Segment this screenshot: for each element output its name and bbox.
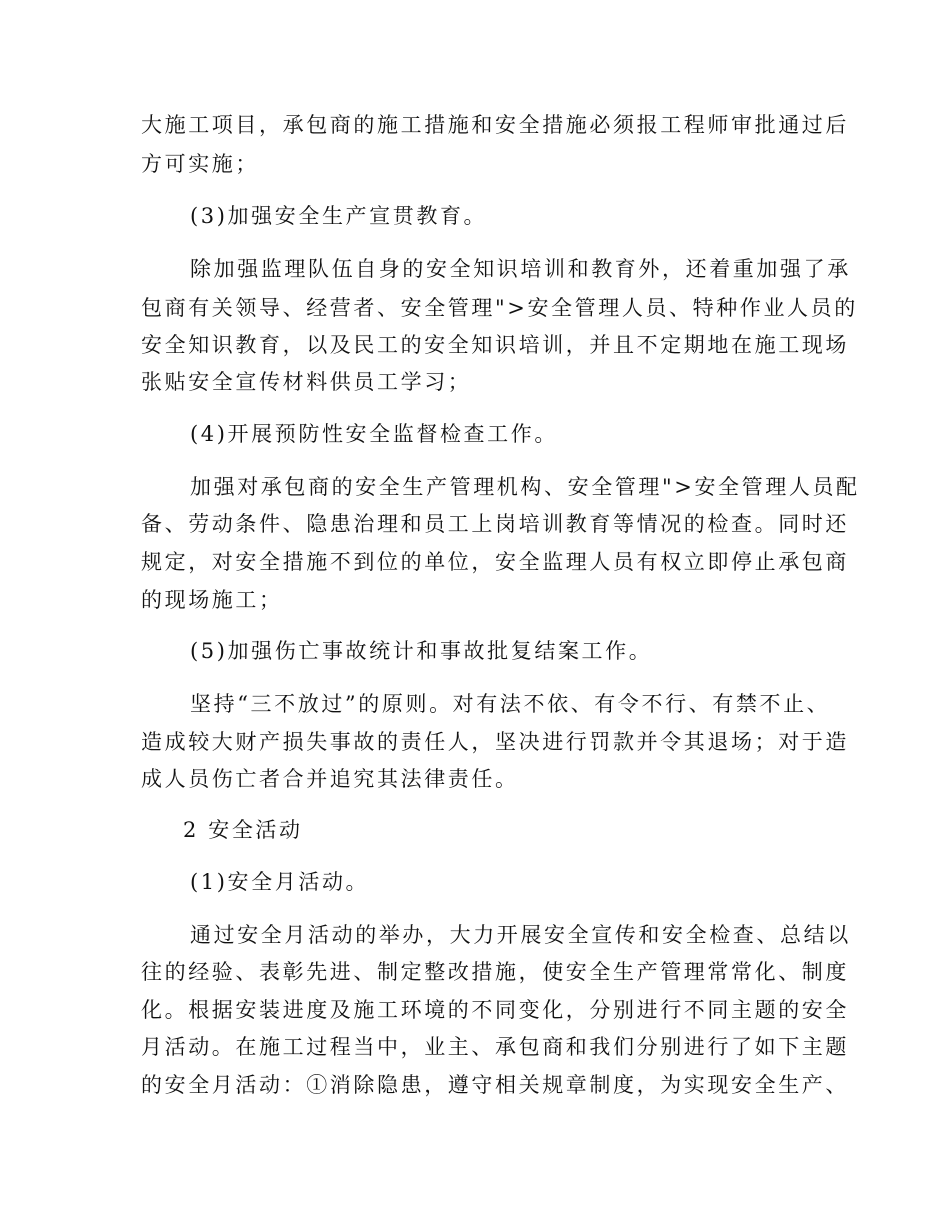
section-item-heading: (1)安全月活动。 <box>190 870 370 894</box>
paragraph-line: 备、劳动条件、隐患治理和员工上岗培训教育等情况的检查。同时还 <box>141 512 849 536</box>
paragraph-line: 除加强监理队伍自身的安全知识培训和教育外，还着重加强了承 <box>190 257 851 281</box>
paragraph-line: 月活动。在施工过程当中，业主、承包商和我们分别进行了如下主题 <box>141 1035 849 1059</box>
paragraph-line: 化。根据安装进度及施工环境的不同变化，分别进行不同主题的安全 <box>141 998 849 1022</box>
section-heading: 2 安全活动 <box>183 818 303 842</box>
paragraph-line: 往的经验、表彰先进、制定整改措施，使安全生产管理常常化、制度 <box>141 960 849 984</box>
paragraph-line: 加强对承包商的安全生产管理机构、安全管理">安全管理人员配 <box>190 475 860 499</box>
paragraph-line: 通过安全月活动的举办，大力开展安全宣传和安全检查、总结以 <box>190 923 851 947</box>
section-item-heading: (4)开展预防性安全监督检查工作。 <box>190 422 558 446</box>
paragraph-line: 的安全月活动：①消除隐患，遵守相关规章制度，为实现安全生产、 <box>141 1073 849 1097</box>
paragraph-line: 的现场施工； <box>141 588 283 612</box>
paragraph-line: 大施工项目，承包商的施工措施和安全措施必须报工程师审批通过后 <box>141 113 849 137</box>
section-item-heading: (3)加强安全生产宣贯教育。 <box>190 204 488 228</box>
paragraph-line: 张贴安全宣传材料供员工学习； <box>141 370 472 394</box>
section-item-heading: (5)加强伤亡事故统计和事故批复结案工作。 <box>190 639 653 663</box>
paragraph-line: 造成较大财产损失事故的责任人，坚决进行罚款并令其退场；对于造 <box>141 730 849 754</box>
paragraph-line: 成人员伤亡者合并追究其法律责任。 <box>141 767 519 791</box>
paragraph-line: 坚持“三不放过”的原则。对有法不依、有令不行、有禁不止、 <box>190 692 831 716</box>
paragraph-line: 安全知识教育，以及民工的安全知识培训，并且不定期地在施工现场 <box>141 333 849 357</box>
paragraph-line: 方可实施； <box>141 152 259 176</box>
paragraph-line: 规定，对安全措施不到位的单位，安全监理人员有权立即停止承包商 <box>141 550 849 574</box>
paragraph-line: 包商有关领导、经营者、安全管理">安全管理人员、特种作业人员的 <box>141 296 858 320</box>
